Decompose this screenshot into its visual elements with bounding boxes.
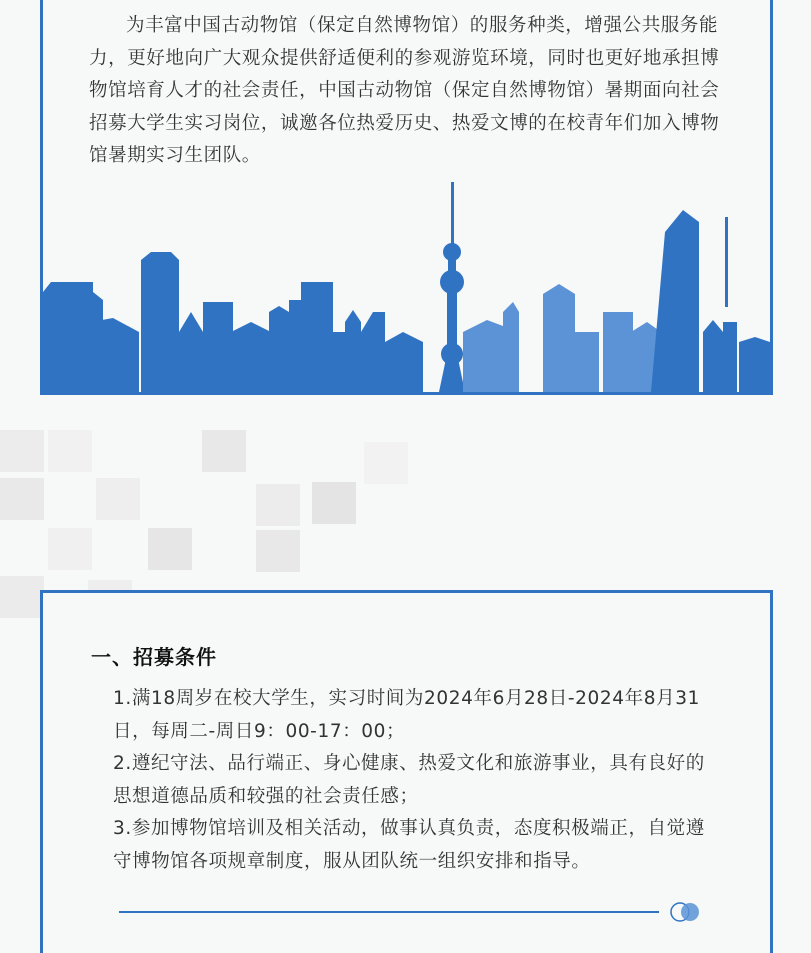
city-skyline-illustration xyxy=(43,182,770,392)
intro-paragraph: 为丰富中国古动物馆（保定自然博物馆）的服务种类，增强公共服务能力，更好地向广大观众提供舒适便利的参观游览环境，同时也更好地承担博物馆培育人才的社会责任，中国古动物馆（保定自然博物馆）暑期面向社会招募大学生实习岗位，诚邀各位热爱历史、热爱文博的在校青年们加入博物馆暑期实习生团队。 xyxy=(89,15,720,166)
divider-line xyxy=(119,911,659,913)
condition-item: 3.参加博物馆培训及相关活动，做事认真负责，态度积极端正，自觉遵守博物馆各项规章制度，服从团队统一组织安排和指导。 xyxy=(113,818,705,872)
double-circle-icon xyxy=(669,900,703,924)
condition-item: 1.满18周岁在校大学生，实习时间为2024年6月28日-2024年8月31日，每周二-周日9：00-17：00； xyxy=(113,688,700,742)
condition-item: 2.遵纪守法、品行端正、身心健康、热爱文化和旅游事业，具有良好的思想道德品质和较强的社会责任感； xyxy=(113,753,705,807)
conditions-list xyxy=(113,683,713,878)
section-title: 一、招募条件 xyxy=(91,645,217,669)
intro-card xyxy=(40,0,773,395)
recruitment-conditions-card xyxy=(40,590,773,953)
